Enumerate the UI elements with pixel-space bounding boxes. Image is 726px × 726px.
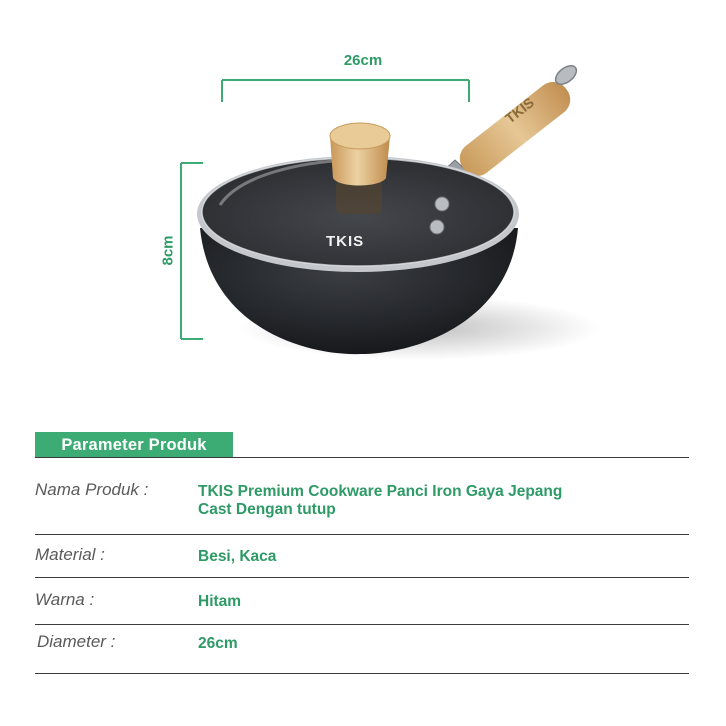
divider	[35, 577, 689, 578]
param-key: Nama Produk :	[35, 480, 149, 499]
divider	[35, 534, 689, 535]
param-value: Cast Dengan tutup	[198, 501, 336, 518]
param-value: Besi, Kaca	[198, 548, 277, 565]
width-dimension-line	[222, 80, 469, 102]
divider	[35, 624, 689, 625]
divider	[35, 457, 689, 458]
params-header: Parameter Produk	[35, 432, 233, 458]
param-value: Hitam	[198, 593, 242, 610]
param-value: 26cm	[198, 635, 238, 652]
param-value: TKIS Premium Cookware Panci Iron Gaya Jepang	[198, 483, 563, 500]
param-key: Warna :	[35, 590, 95, 609]
wooden-knob	[330, 123, 390, 214]
vent-icon	[435, 197, 449, 211]
height-dimension-label: 8cm	[159, 235, 177, 266]
width-dimension-label: 26cm	[343, 52, 383, 69]
height-dimension-line	[181, 163, 203, 339]
divider	[35, 673, 689, 674]
lid-logo: TKIS	[326, 233, 365, 250]
vent-icon	[430, 220, 444, 234]
param-key: Diameter :	[37, 632, 116, 651]
handle-logo: TKIS	[501, 94, 537, 127]
param-key: Material :	[35, 545, 105, 564]
